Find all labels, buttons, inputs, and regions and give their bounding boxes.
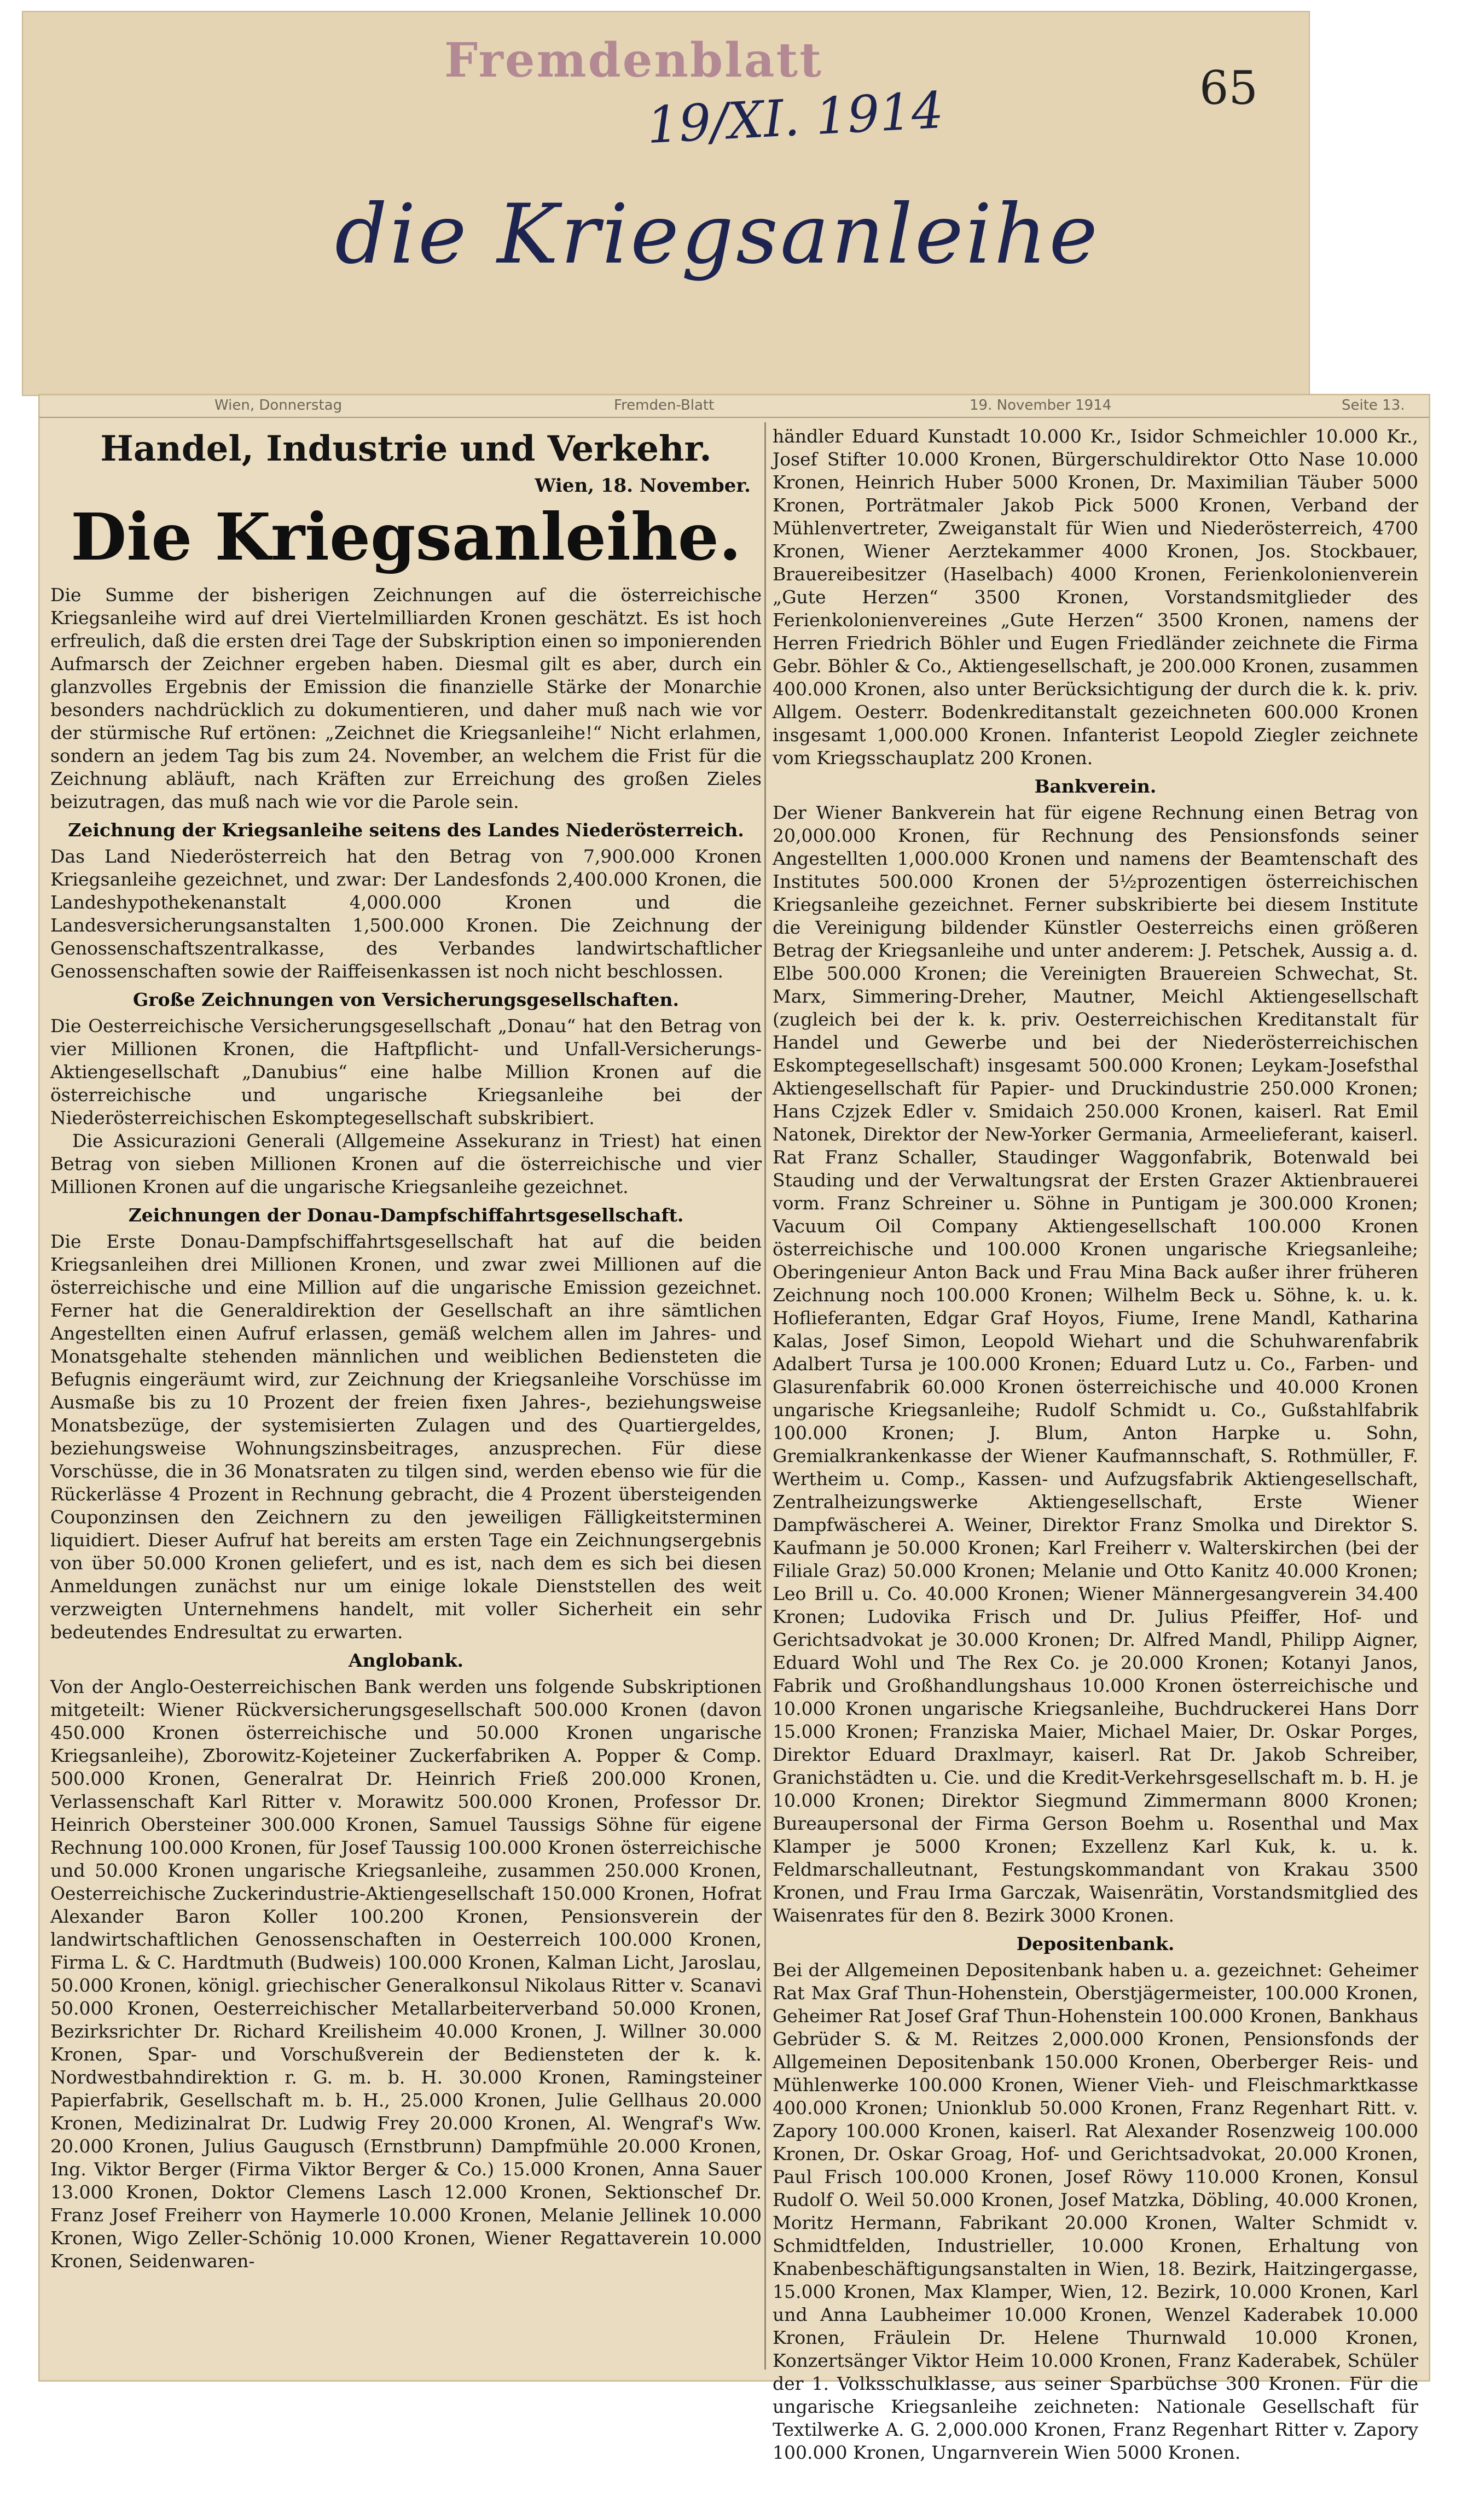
column-divider [764, 422, 766, 2370]
subheading: Depositenbank. [1016, 1933, 1175, 1954]
paragraph: Bei der Allgemeinen Depositenbank haben u. a. gezeichnet: Geheimer Rat Max Graf Thun-Hohenstein, Oberstjägermeister, 100.000 Kronen, Geheimer Rat Josef Graf Thun-Hohenstein 100.000 Kronen, Bankhaus Gebrüder S. & M. Reitzes 2,000.000 Kronen, Pensionsfonds der Allgemeinen Depositenbank 150.000 Kronen, Oberberger Reis- und Mühlenwerke 100.000 Kronen, Wiener Vieh- und Fleischmarktkasse 400.000 Kronen; Unionklub 50.000 Kronen, Franz Regenhart Ritt. v. Zapory 100.000 Kronen, kaiserl. Rat Alexander Rosenzweig 100.000 Kronen, Dr. Oskar Groag, Hof- und Gerichtsadvokat, 20.000 Kronen, Paul Frisch 100.000 Kronen, Josef Röwy 110.000 Kronen, Konsul Rudolf O. Weil 50.000 Kronen, Josef Matzka, Döbling, 40.000 Kronen, Moritz Hermann, Fabrikant 20.000 Kronen, Walter Schmidt v. Schmidtfelden, Industrieller, 10.000 Kronen, Erhaltung von Knabenbeschäftigungsanstalten in Wien, 18. Bezirk, Haitzingergasse, 15.000 Kronen, Max Klamper, Wien, 12. Bezirk, 10.000 Kronen, Karl und Anna Laubheimer 10.000 Kronen, Wenzel Kaderabek 10.000 Kronen, Fräulein Dr. Helene Thurnwald 10.000 Kronen, Konzertsänger Viktor Heim 10.000 Kronen, Franz Kaderabek, Schüler der 1. Volksschulklasse, aus seiner Sparbüchse 300 Kronen. Für die ungarische Kriegsanleihe zeichneten: Nationale Gesellschaft für Textilwerke A. G. 2,000.000 Kronen, Franz Regenhart Ritter v. Zapory 100.000 Kronen, Ungarnverein Wien 5000 Kronen. [773, 1959, 1418, 2463]
left-article-body [50, 584, 762, 2520]
clipping-header-strip [39, 395, 1429, 418]
handwritten-topic: die Kriegsanleihe [335, 187, 1100, 282]
paragraph: Von der Anglo-Oesterreichischen Bank werden uns folgende Subskriptionen mitgeteilt: Wiener Rückversicherungsgesellschaft 500.000 Kronen (davon 450.000 Kronen österreichische und 50.000 Kronen ungarische Kriegsanleihe), Zborowitz-Kojeteiner Zuckerfabriken A. Popper & Comp. 500.000 Kronen, Generalrat Dr. Heinrich Frieß 200.000 Kronen, Verlassenschaft Karl Ritter v. Morawitz 500.000 Kronen, Professor Dr. Heinrich Obersteiner 300.000 Kronen, Samuel Taussigs Söhne für eigene Rechnung 100.000 Kronen, für Josef Taussig 100.000 Kronen österreichische und 50.000 Kronen ungarische Kriegsanleihe, zusammen 250.000 Kronen, Oesterreichische Zuckerindustrie-Aktiengesellschaft 150.000 Kronen, Hofrat Alexander Baron Koller 100.200 Kronen, Pensionsverein der landwirtschaftlichen Genossenschaften in Oesterreich 100.000 Kronen, Firma L. & C. Hardtmuth (Budweis) 100.000 Kronen, Kalman Licht, Jaroslau, 50.000 Kronen, königl. griechischer Generalkonsul Nikolaus Ritter v. Scanavi 50.000 Kronen, Oesterreichischer Metallarbeiterverband 50.000 Kronen, Bezirksrichter Dr. Richard Kreilisheim 40.000 Kronen, J. Willner 30.000 Kronen, Spar- und Vorschußverein der Bediensteten der k. k. Nordwestbahndirektion r. G. m. b. H. 30.000 Kronen, Ramingsteiner Papierfabrik, Gesellschaft m. b. H., 25.000 Kronen, Julie Gellhaus 20.000 Kronen, Medizinalrat Dr. Ludwig Frey 20.000 Kronen, Al. Wengraf's Ww. 20.000 Kronen, Julius Gaugusch (Ernstbrunn) Dampfmühle 20.000 Kronen, Ing. Viktor Berger (Firma Viktor Berger & Co.) 15.000 Kronen, Anna Sauer 13.000 Kronen, Doktor Clemens Lasch 12.000 Kronen, Sektionschef Dr. Franz Josef Freiherr von Haymerle 10.000 Kronen, Melanie Jellinek 10.000 Kronen, Wigo Zeller-Schönig 10.000 Kronen, Wiener Regattaverein 10.000 Kronen, Seidenwaren- [50, 1676, 762, 2272]
archive-card [22, 11, 1310, 396]
paragraph: Das Land Niederösterreich hat den Betrag von 7,900.000 Kronen Kriegsanleihe gezeichnet, und zwar: Der Landesfonds 2,400.000 Kronen, die Landeshypothekenanstalt 4,000.000 Kronen und die Landesversicherungsanstalten 1,500.000 Kronen. Die Zeichnung der Genossenschaftszentralkasse, des Verbandes landwirtschaftlicher Genossenschaften sowie der Raiffeisenkassen ist noch nicht beschlossen. [50, 846, 762, 982]
header-place: Wien, Donnerstag [214, 397, 343, 414]
paragraph: Die Summe der bisherigen Zeichnungen auf die österreichische Kriegsanleihe wird auf drei Viertelmilliarden Kronen geschätzt. Es ist hoch erfreulich, daß die ersten drei Tage der Subskription einen so imponierenden Aufmarsch der Zeichner ergeben haben. Diesmal gilt es aber, durch ein glanzvolles Ergebnis der Emission die finanzielle Stärke der Monarchie besonders nachdrücklich zu dokumentieren, und daher muß nach wie vor der stürmische Ruf ertönen: „Zeichnet die Kriegsanleihe!“ Nicht erlahmen, sondern an jedem Tag bis zum 24. November, an welchem die Frist für die Zeichnung abläuft, nach Kräften zur Erreichung des großen Zieles beizutragen, das muß nach wie vor die Parole sein. [50, 584, 762, 812]
right-article-body [773, 425, 1418, 2463]
header-date: 19. November 1914 [970, 397, 1112, 414]
subheading: Zeichnungen der Donau-Dampfschiffahrtsgesellschaft. [128, 1204, 684, 1226]
left-column [50, 425, 762, 2520]
newspaper-stamp: Fremdenblatt [444, 33, 823, 88]
paragraph: Der Wiener Bankverein hat für eigene Rechnung einen Betrag von 20,000.000 Kronen, für Rechnung des Pensionsfonds seiner Angestellten 1,000.000 Kronen und namens der Beamtenschaft des Institutes 500.000 Kronen der 5½prozentigen österreichischen Kriegsanleihe gezeichnet. Ferner subskribierte bei diesem Institute die Vereinigung bildender Künstler Oesterreichs einen größeren Betrag der Kriegsanleihe und unter anderem: J. Petschek, Aussig a. d. Elbe 500.000 Kronen; die Vereinigten Brauereien Schwechat, St. Marx, Simmering-Dreher, Mautner, Meichl Aktiengesellschaft (zugleich bei der k. k. priv. Oesterreichischen Kreditanstalt für Handel und Gewerbe und bei der Niederösterreichischen Eskomptegesellschaft) insgesamt 500.000 Kronen; Leykam-Josefsthal Aktiengesellschaft für Papier- und Druckindustrie 250.000 Kronen; Hans Czjzek Edler v. Smidaich 250.000 Kronen, kaiserl. Rat Emil Natonek, Direktor der New-Yorker Germania, Armeelieferant, kaiserl. Rat Franz Schaller, Staudinger Waggonfabrik, Botenwald bei Stauding und der Verwaltungsrat der Ersten Grazer Aktienbrauerei vorm. Franz Schreiner u. Söhne in Puntigam je 300.000 Kronen; Vacuum Oil Company Aktiengesellschaft 100.000 Kronen österreichische und 100.000 Kronen ungarische Kriegsanleihe; Oberingenieur Anton Back und Frau Mina Back außer ihrer früheren Zeichnung noch 100.000 Kronen; Wilhelm Beck u. Söhne, k. u. k. Hoflieferanten, Edgar Graf Hoyos, Fiume, Irene Mandl, Katharina Kalas, Josef Simon, Leopold Wiehart und die Schuhwarenfabrik Adalbert Tursa je 100.000 Kronen; Eduard Lutz u. Co., Farben- und Glasurenfabrik 60.000 Kronen österreichische und 40.000 Kronen ungarische Kriegsanleihe; Rudolf Schmidt u. Co., Gußstahlfabrik 100.000 Kronen; J. Blum, Anton Harpke u. Sohn, Gremialkrankenkasse der Wiener Kaufmannschaft, S. Rothmüller, F. Wertheim u. Comp., Kassen- und Aufzugsfabrik Aktiengesellschaft, Zentralheizungswerke Aktiengesellschaft, Erste Wiener Dampfwäscherei A. Weiner, Direktor Franz Smolka und Direktor S. Kaufmann je 50.000 Kronen; Karl Freiherr v. Walterskirchen (bei der Filiale Graz) 50.000 Kronen; Melanie und Otto Kanitz 40.000 Kronen; Leo Brill u. Co. 40.000 Kronen; Wiener Männergesangverein 34.400 Kronen; Ludovika Frisch und Dr. Julius Pfeiffer, Hof- und Gerichtsadvokat je 30.000 Kronen; Dr. Alfred Mandl, Philipp Aigner, Eduard Wohl und The Rex Co. je 20.000 Kronen; Kotanyi Janos, Fabrik und Großhandlungshaus 10.000 Kronen österreichische und 10.000 Kronen ungarische Kriegsanleihe, Buchdruckerei Hans Dorr 15.000 Kronen; Franziska Maier, Michael Maier, Dr. Oskar Porges, Direktor Eduard Draxlmayr, kaiserl. Rat Dr. Jakob Schreiber, Granichstädten u. Cie. und die Kredit-Verkehrsgesellschaft m. b. H. je 10.000 Kronen; Direktor Siegmund Zimmermann 8000 Kronen; Bureaupersonal der Firma Gerson Boehm u. Rosenthal und Max Klamper je 5000 Kronen; Exzellenz Karl Kuk, k. u. k. Feldmarschalleutnant, Festungskommandant von Krakau 3500 Kronen, und Frau Irma Garczak, Waisenrätin, Vorstandsmitglied des Waisenrates für den 8. Bezirk 3000 Kronen. [773, 802, 1418, 1926]
subheading: Bankverein. [1034, 776, 1157, 797]
subheading: Anglobank. [348, 1650, 464, 1671]
header-paper: Fremden-Blatt [614, 397, 715, 414]
newspaper-clipping [38, 394, 1430, 2463]
article-title: Die Kriegsanleihe. [71, 499, 741, 575]
paragraph: händler Eduard Kunstadt 10.000 Kr., Isidor Schmeichler 10.000 Kr., Josef Stifter 10.000 Kronen, Bürgerschuldirektor Otto Nase 10.000 Kronen, Heinrich Huber 5000 Kronen, Dr. Maximilian Täuber 5000 Kronen, Porträtmaler Jakob Pick 5000 Kronen, Verband der Mühlenvertreter, Zweiganstalt für Wien und Niederösterreich, 4700 Kronen, Wiener Aerztekammer 4000 Kronen, Jos. Stockbauer, Brauereibesitzer (Haselbach) 4000 Kronen, Ferienkolonienverein „Gute Herzen“ 3500 Kronen, Vorstandsmitglieder des Ferienkolonienvereines „Gute Herzen“ 3500 Kronen, namens der Herren Friedrich Böhler und Eugen Friedländer zeichnete die Firma Gebr. Böhler & Co., Aktiengesellschaft, je 200.000 Kronen, zusammen 400.000 Kronen, also unter Berücksichtigung der durch die k. k. priv. Allgem. Oesterr. Bodenkreditanstalt gezeichneten 600.000 Kronen insgesamt 1,000.000 Kronen. Infanterist Leopold Ziegler zeichnete vom Kriegsschauplatz 200 Kronen. [773, 426, 1418, 769]
subheading: Zeichnung der Kriegsanleihe seitens des Landes Niederösterreich. [68, 819, 744, 841]
page-number: 65 [1199, 61, 1258, 115]
handwritten-date: 19/XI. 1914 [645, 80, 945, 155]
right-column [773, 425, 1418, 2463]
dateline: Wien, 18. November. [535, 475, 751, 497]
paragraph: Die Oesterreichische Versicherungsgesellschaft „Donau“ hat den Betrag von vier Millionen Kronen, die Haftpflicht- und Unfall-Versicherungs-Aktiengesellschaft „Danubius“ eine halbe Million Kronen auf die österreichische und ungarische Kriegsanleihe bei der Niederösterreichischen Eskomptegesellschaft subskribiert. [50, 1015, 762, 1128]
section-heading: Handel, Industrie und Verkehr. [100, 428, 712, 469]
header-issue: Seite 13. [1342, 397, 1405, 414]
paragraph: Die Erste Donau-Dampfschiffahrtsgesellschaft hat auf die beiden Kriegsanleihen drei Millionen Kronen, und zwar zwei Millionen auf die österreichische und eine Million auf die ungarische Emission gezeichnet. Ferner hat die Generaldirektion der Gesellschaft an ihre sämtlichen Angestellten einen Aufruf erlassen, gemäß welchem allen im Jahres- und Monatsgehalte stehenden männlichen und weiblichen Bediensteten die Befugnis eingeräumt wird, zur Zeichnung der Kriegsanleihe Vorschüsse im Ausmaße bis zu 10 Prozent der freien fixen Jahres-, beziehungsweise Monatsbezüge, der systemisierten Zulagen und des Quartiergeldes, beziehungsweise Wohnungszinsbeitrages, anzusprechen. Für diese Vorschüsse, die in 36 Monatsraten zu tilgen sind, werden ebenso wie für die Rückerlässe 4 Prozent in Rechnung gebracht, die 4 Prozent übersteigenden Couponzinsen den Zeichnern zu den jeweiligen Fälligkeitsterminen liquidiert. Dieser Aufruf hat bereits am ersten Tage ein Zeichnungsergebnis von über 50.000 Kronen geliefert, und es ist, nach dem es sich bei diesen Anmeldungen zunächst nur um einige lokale Dienststellen des weit verzweigten Unternehmens handelt, mit voller Sicherheit ein sehr bedeutendes Endresultat zu erwarten. [50, 1231, 762, 1643]
paragraph: Die Assicurazioni Generali (Allgemeine Assekuranz in Triest) hat einen Betrag von sieben Millionen Kronen auf die österreichische und vier Millionen Kronen auf die ungarische Kriegsanleihe gezeichnet. [50, 1130, 762, 1197]
subheading: Große Zeichnungen von Versicherungsgesellschaften. [133, 989, 679, 1010]
